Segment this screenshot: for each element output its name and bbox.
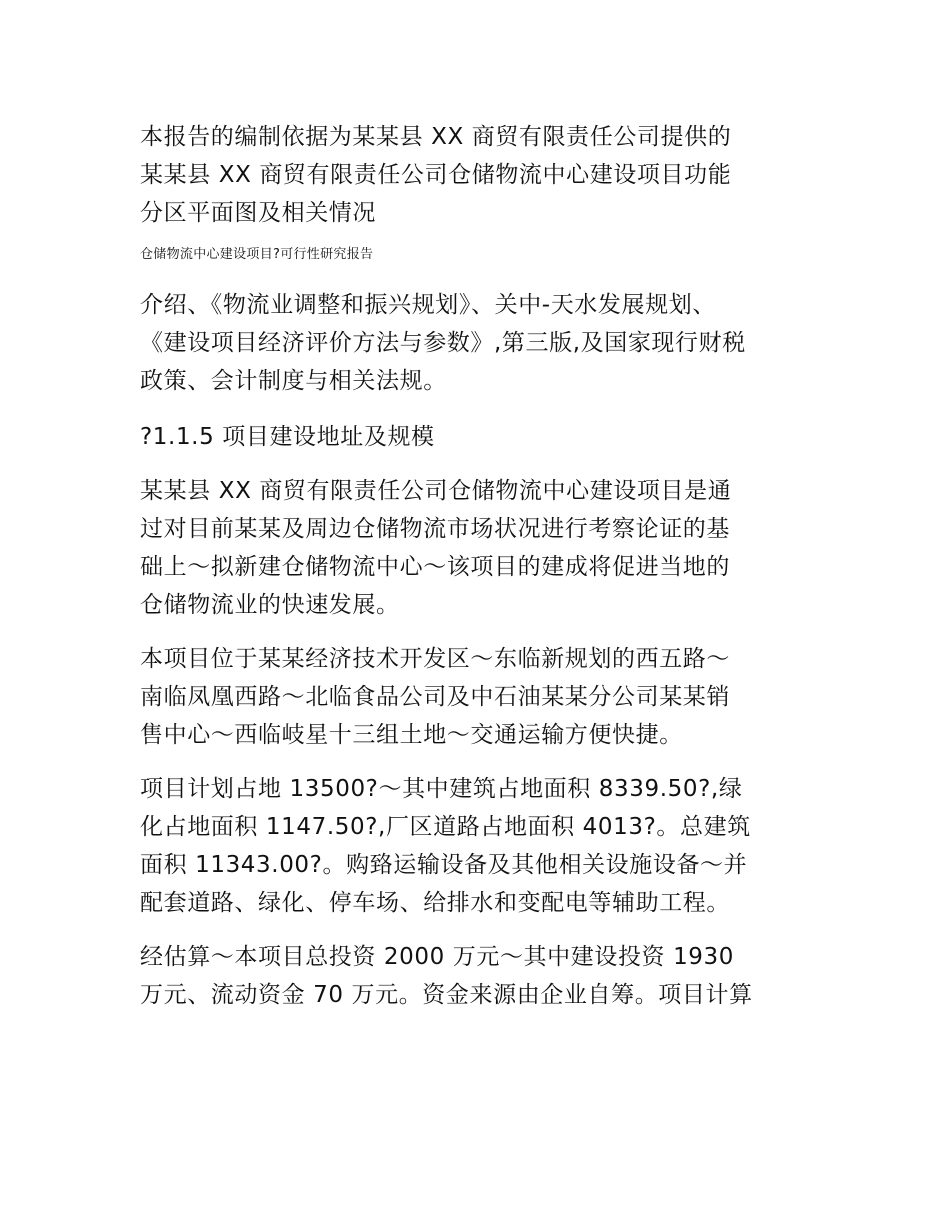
project-overview-paragraph xyxy=(140,472,820,624)
text-line: 配套道路、绿化、停车场、给排水和变配电等辅助工程。 xyxy=(140,890,730,916)
heading-text: ?1.1.5 项目建设地址及规模 xyxy=(140,424,435,450)
text-line: 某某县 XX 商贸有限责任公司仓储物流中心建设项目是通 xyxy=(140,478,732,504)
text-line: 南临凤凰西路～北临食品公司及中石油某某分公司某某销 xyxy=(140,684,730,710)
text-line: 政策、会计制度与相关法规。 xyxy=(140,368,447,394)
text-line: 售中心～西临岐星十三组土地～交通运输方便快捷。 xyxy=(140,722,683,748)
running-header: 仓储物流中心建设项目?可行性研究报告 xyxy=(140,247,374,262)
section-heading xyxy=(140,418,820,456)
text-line: 《建设项目经济评价方法与参数》,第三版,及国家现行财税 xyxy=(140,330,746,356)
text-line: 本报告的编制依据为某某县 XX 商贸有限责任公司提供的 xyxy=(140,124,732,150)
intro-paragraph xyxy=(140,118,820,232)
text-line: 本项目位于某某经济技术开发区～东临新规划的西五路～ xyxy=(140,646,730,672)
scale-paragraph xyxy=(140,770,820,922)
text-line: 经估算～本项目总投资 2000 万元～其中建设投资 1930 xyxy=(140,944,734,970)
text-line: 分区平面图及相关情况 xyxy=(140,200,376,226)
text-line: 仓储物流业的快速发展。 xyxy=(140,592,400,618)
text-line: 面积 11343.00?。购臵运输设备及其他相关设施设备～并 xyxy=(140,852,748,878)
text-line: 础上～拟新建仓储物流中心～该项目的建成将促进当地的 xyxy=(140,554,730,580)
text-line: 过对目前某某及周边仓储物流市场状况进行考察论证的基 xyxy=(140,516,730,542)
text-line: 万元、流动资金 70 万元。资金来源由企业自筹。项目计算 xyxy=(140,982,753,1008)
text-line: 某某县 XX 商贸有限责任公司仓储物流中心建设项目功能 xyxy=(140,162,732,188)
investment-paragraph xyxy=(140,938,820,1014)
location-paragraph xyxy=(140,640,820,754)
basis-paragraph xyxy=(140,286,820,400)
text-line: 项目计划占地 13500?～其中建筑占地面积 8339.50?,绿 xyxy=(140,776,743,802)
text-line: 介绍、《物流业调整和振兴规划》、关中-天水发展规划、 xyxy=(140,292,716,318)
document-page xyxy=(140,118,820,1014)
text-line: 化占地面积 1147.50?,厂区道路占地面积 4013?。总建筑 xyxy=(140,814,751,840)
